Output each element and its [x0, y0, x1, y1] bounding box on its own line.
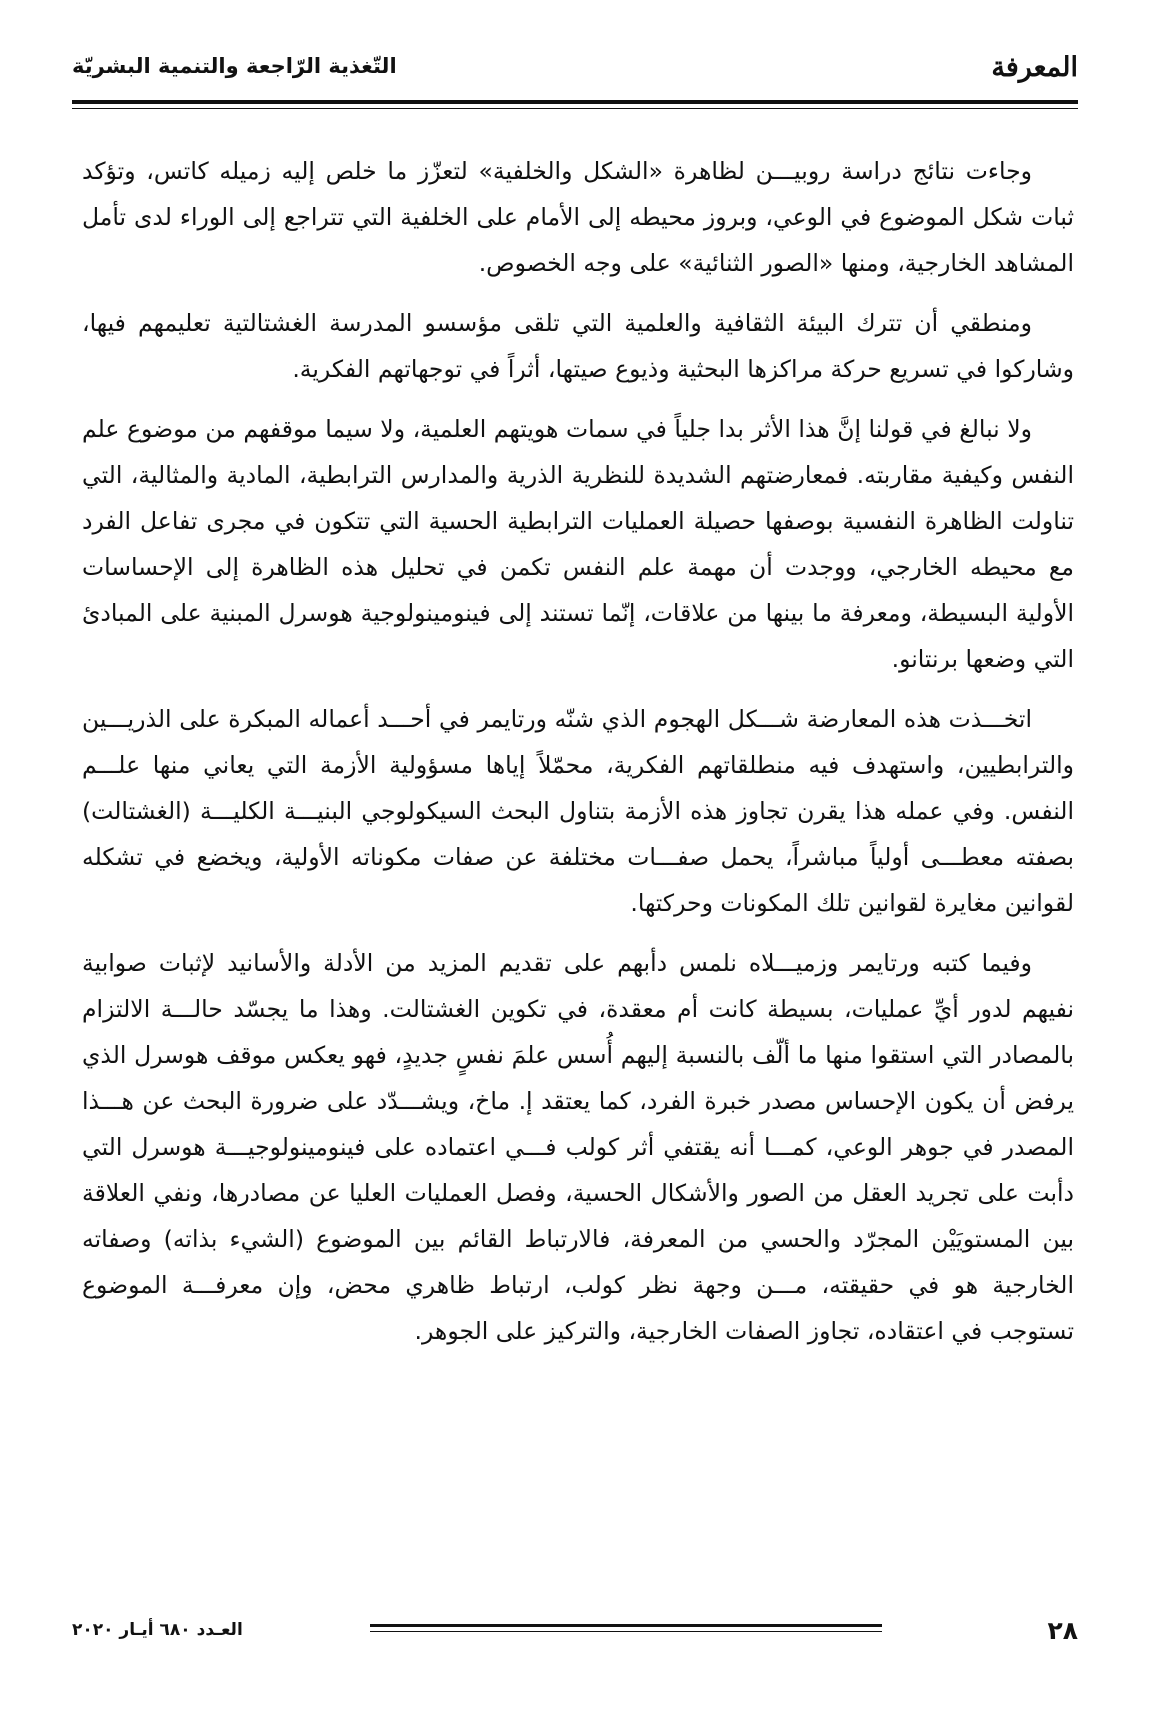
- article-title: التّغذية الرّاجعة والتنمية البشريّة: [72, 54, 397, 78]
- paragraph-2: ومنطقي أن تترك البيئة الثقافية والعلمية التي تلقى مؤسسو المدرسة الغشتالتية تعليمهم فيها، وشاركوا في تسريع حركة مراكزها البحثية وذيوع صيتها، أثراً في توجهاتهم الفكرية.: [82, 309, 1074, 383]
- header-rule: [72, 100, 1078, 104]
- issue-label: العـدد ٦٨٠ أيـار ٢٠٢٠: [72, 1620, 243, 1640]
- page-number: ٢٨: [1047, 1616, 1078, 1645]
- header-rule-thin: [72, 108, 1078, 109]
- journal-logo: المعرفة: [991, 52, 1078, 83]
- article-body: [82, 148, 1074, 1368]
- paragraph-3: ولا نبالغ في قولنا إنَّ هذا الأثر بدا جلياً في سمات هويتهم العلمية، ولا سيما موقفهم من موضوع علم النفس وكيفية مقاربته. فمعارضتهم الشديدة للنظرية الذرية والمدارس الترابطية، المادية والمثالية، التي تناولت الظاهرة النفسية بوصفها حصيلة العمليات الترابطية الحسية التي تتكون في مجرى تفاعل الفرد مع محيطه الخارجي، ووجدت أن مهمة علم النفس تكمن في تحليل هذه الظاهرة إلى الإحساسات الأولية البسيطة، ومعرفة ما بينها من علاقات، إنّما تستند إلى فينومينولوجية هوسرل المبنية على المبادئ التي وضعها برنتانو.: [82, 415, 1074, 673]
- paragraph-4: اتخـــذت هذه المعارضة شـــكل الهجوم الذي شنّه ورتايمر في أحـــد أعماله المبكرة على الذريـــين والترابطيين، واستهدف فيه منطلقاتهم الفكرية، محمّلاً إياها مسؤولية الأزمة التي يعاني منها علـــم النفس. وفي عمله هذا يقرن تجاوز هذه الأزمة بتناول البحث السيكولوجي البنيـــة الكليـــة (الغشتالت) بصفته معطـــى أولياً مباشراً، يحمل صفـــات مختلفة عن صفات مكوناته الأولية، ويخضع في تشكله لقوانين مغايرة لقوانين تلك المكونات وحركتها.: [82, 705, 1074, 917]
- paragraph-1: وجاءت نتائج دراسة روبيـــن لظاهرة «الشكل والخلفية» لتعزّز ما خلص إليه زميله كاتس، وتؤكد ثبات شكل الموضوع في الوعي، وبروز محيطه إلى الأمام على الخلفية التي تتراجع إلى الوراء لدى تأمل المشاهد الخارجية، ومنها «الصور الثنائية» على وجه الخصوص.: [82, 157, 1074, 277]
- paragraph-5: وفيما كتبه ورتايمر وزميـــلاه نلمس دأبهم على تقديم المزيد من الأدلة والأسانيد لإثبات صوابية نفيهم لدور أيِّ عمليات، بسيطة كانت أم معقدة، في تكوين الغشتالت. وهذا ما يجسّد حالـــة الالتزام بالمصادر التي استقوا منها ما ألّف بالنسبة إليهم أُسس علمَ نفسٍ جديدٍ، فهو يعكس موقف هوسرل الذي يرفض أن يكون الإحساس مصدر خبرة الفرد، كما يعتقد إ. ماخ، ويشـــدّد على ضرورة البحث عن هـــذا المصدر في جوهر الوعي، كمـــا أنه يقتفي أثر كولب فـــي اعتماده على فينومينولوجيـــة هوسرل التي دأبت على تجريد العقل من الصور والأشكال الحسية، وفصل العمليات العليا عن مصادرها، ونفي العلاقة بين المستويَيْن المجرّد والحسي من المعرفة، فالارتباط القائم بين الموضوع (الشيء بذاته) وصفاته الخارجية هو في حقيقته، مـــن وجهة نظر كولب، ارتباط ظاهري محض، وإن معرفـــة الموضوع تستوجب في اعتقاده، تجاوز الصفات الخارجية، والتركيز على الجوهر.: [82, 949, 1074, 1345]
- running-header: [72, 36, 1078, 100]
- running-footer: [72, 1616, 1078, 1656]
